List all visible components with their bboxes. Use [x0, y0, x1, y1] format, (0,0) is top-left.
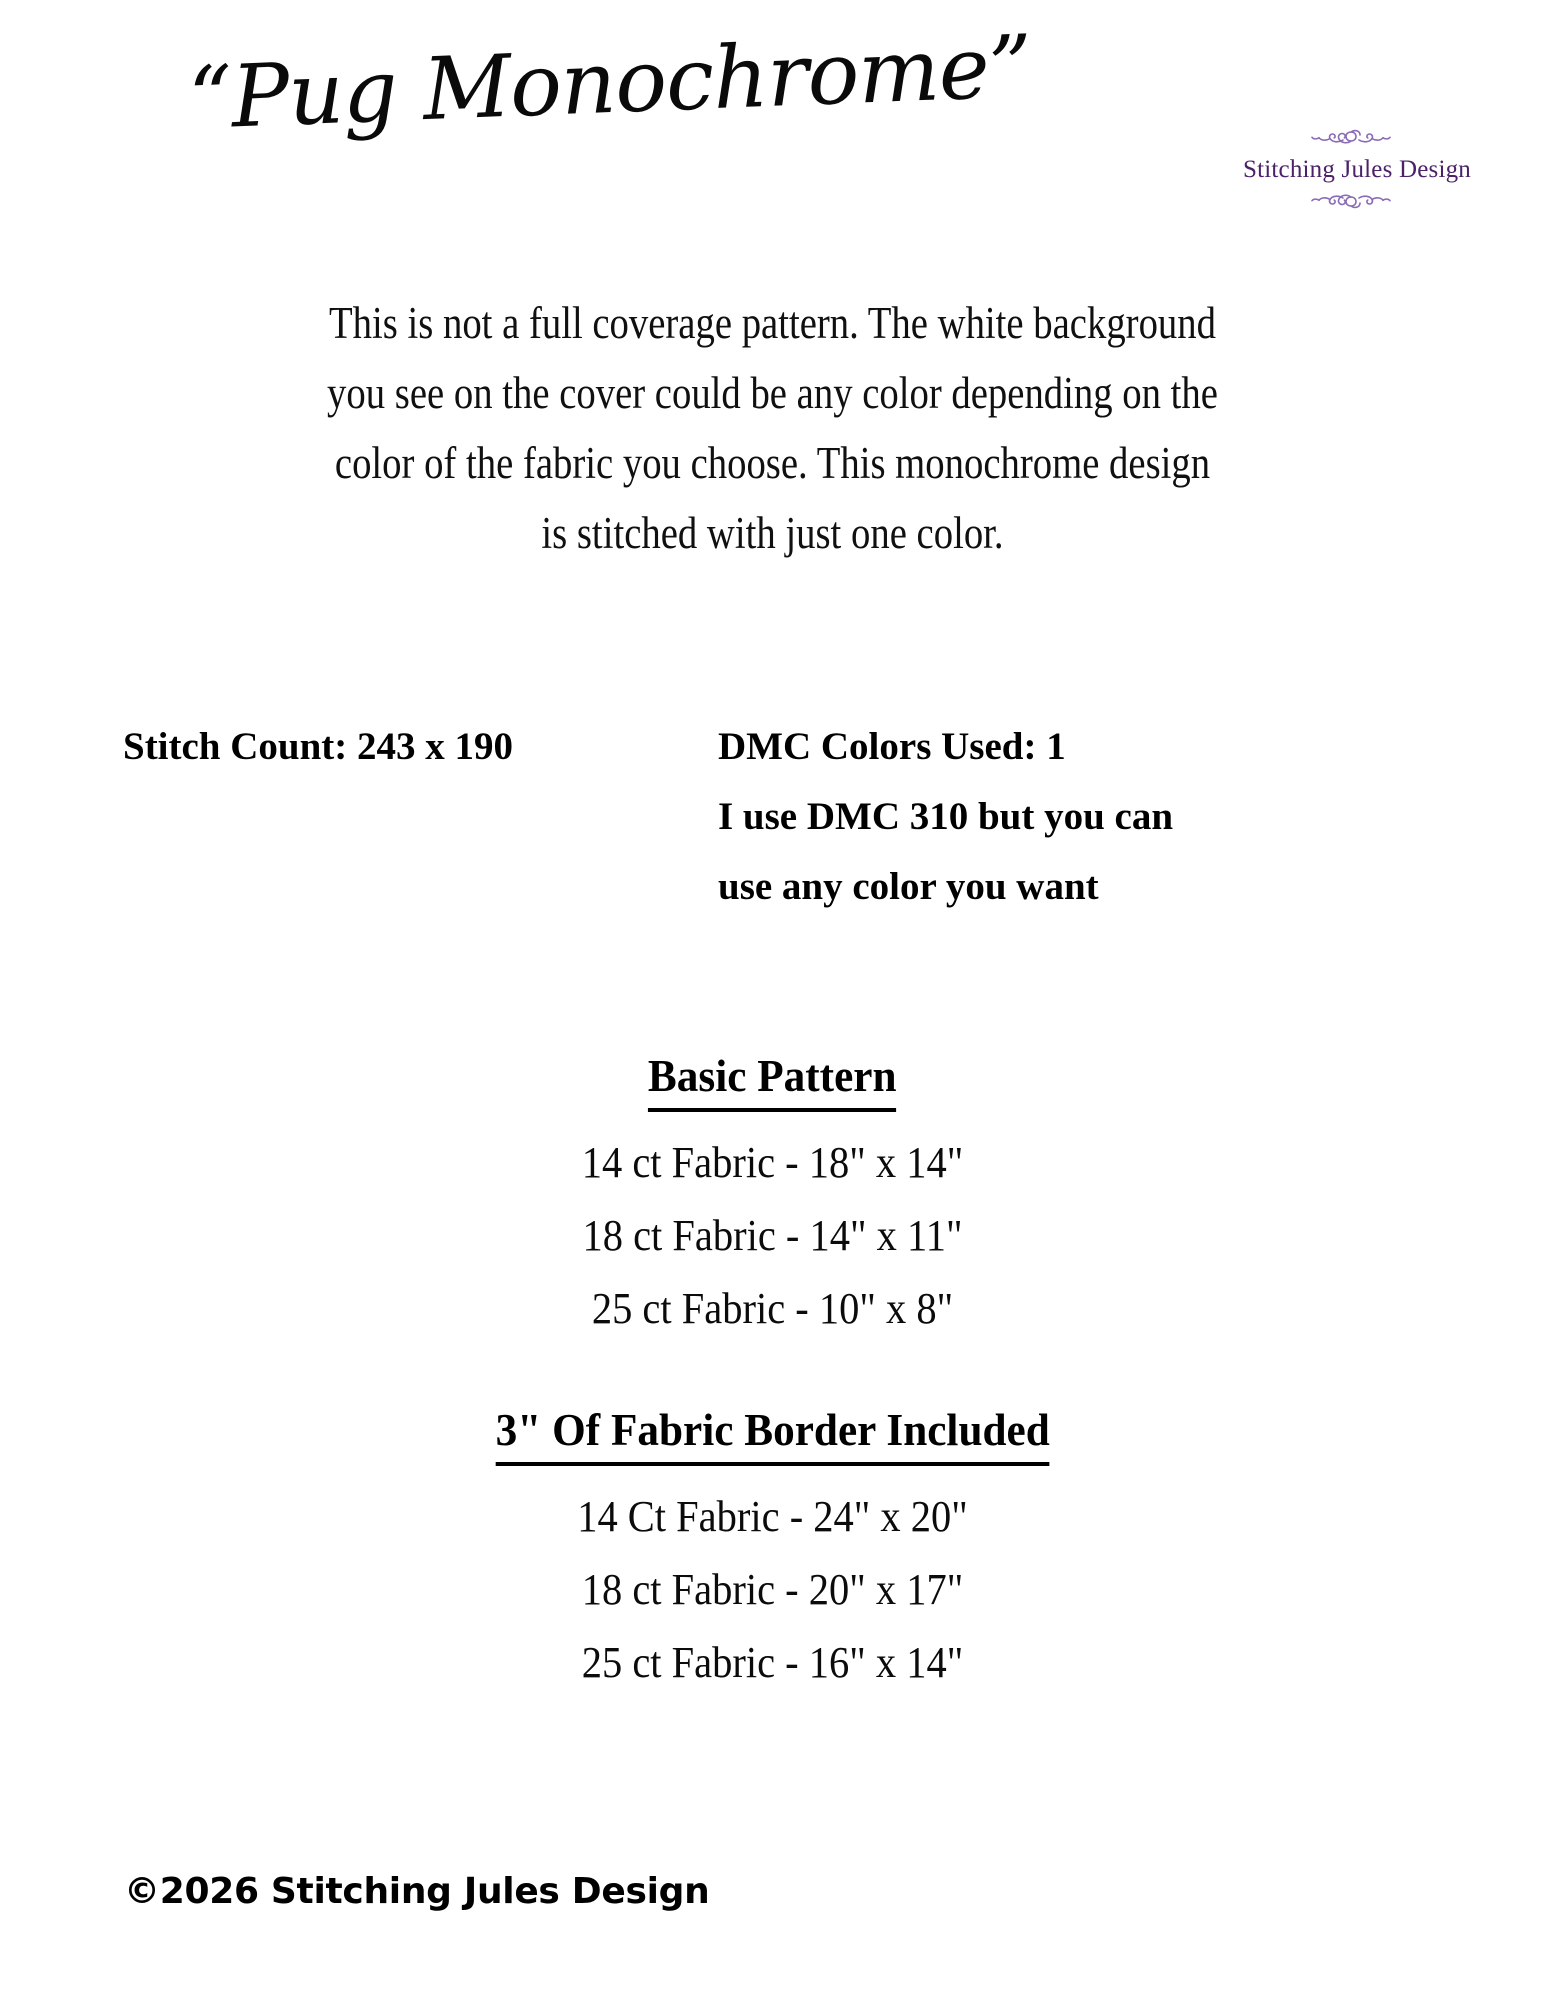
brand-logo [1243, 128, 1472, 210]
fabric-size-line: 18 ct Fabric - 14" x 11" [582, 1211, 963, 1260]
page-title: “Pug Monochrome” [186, 16, 1034, 150]
fabric-size-line: 14 Ct Fabric - 24" x 20" [577, 1492, 968, 1541]
section-basic-pattern-heading: Basic Pattern [648, 1046, 897, 1112]
section-fabric-border [0, 1400, 1545, 1699]
dmc-colors-count: DMC Colors Used: 1 [718, 725, 1066, 768]
intro-line-4: is stitched with just one color. [541, 508, 1004, 558]
section-basic-pattern [0, 1046, 1545, 1345]
section-basic-pattern-sizes [0, 1126, 1545, 1345]
page-header [0, 0, 1545, 260]
section-fabric-border-heading: 3" Of Fabric Border Included [495, 1400, 1049, 1466]
intro-line-3: color of the fabric you choose. This monochrome design [334, 438, 1211, 488]
copyright-notice: ©2026 Stitching Jules Design [124, 1871, 710, 1912]
ornamental-swirl-divider-top-icon [1243, 128, 1458, 156]
fabric-size-line: 25 ct Fabric - 10" x 8" [591, 1284, 954, 1333]
ornamental-swirl-divider-bottom-icon [1243, 182, 1458, 210]
intro-line-2: you see on the cover could be any color depending on the [327, 368, 1218, 418]
dmc-colors-block [718, 712, 1173, 922]
stitch-count-value: Stitch Count: 243 x 190 [123, 725, 514, 768]
intro-line-1: This is not a full coverage pattern. The white background [329, 298, 1216, 348]
dmc-colors-note-line-1: I use DMC 310 but you can [718, 795, 1174, 838]
intro-paragraph [108, 288, 1437, 568]
stitch-count-block [123, 712, 513, 782]
fabric-size-line: 25 ct Fabric - 16" x 14" [581, 1638, 964, 1687]
pattern-specs [0, 712, 1545, 932]
fabric-size-line: 18 ct Fabric - 20" x 17" [581, 1565, 964, 1614]
brand-name: Stitching Jules Design [1243, 156, 1472, 183]
section-fabric-border-sizes [0, 1480, 1545, 1699]
dmc-colors-note-line-2: use any color you want [718, 865, 1099, 908]
fabric-size-line: 14 ct Fabric - 18" x 14" [581, 1138, 964, 1187]
